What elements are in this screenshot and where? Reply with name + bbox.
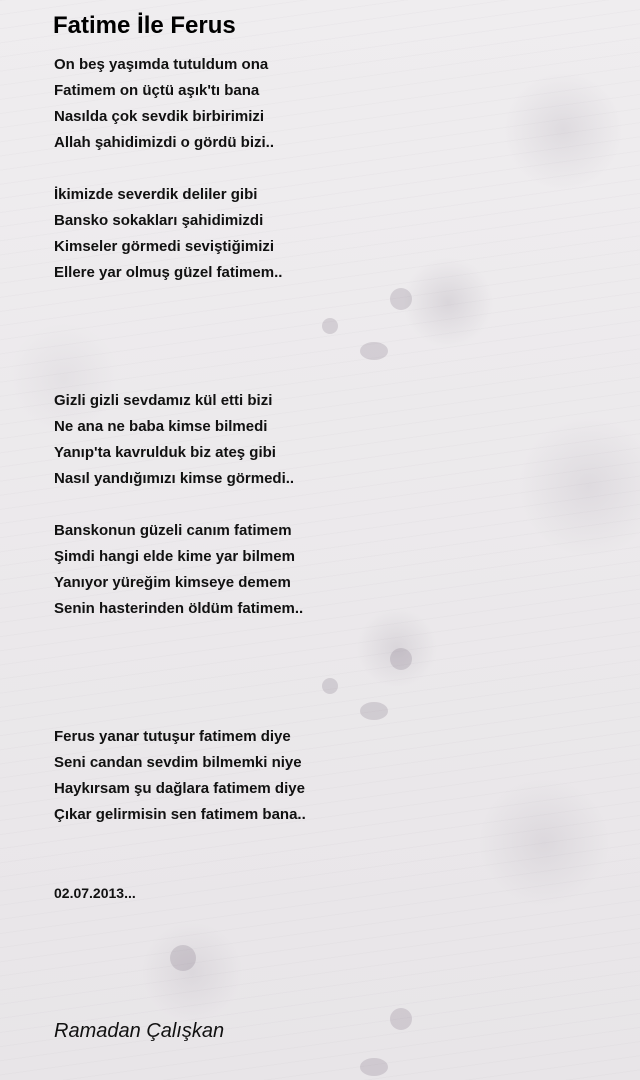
poem-line: Ne ana ne baba kimse bilmedi [54, 418, 268, 435]
ink-blot-decoration [170, 945, 196, 971]
poem-line: Nasıl yandığımızı kimse görmedi.. [54, 470, 295, 487]
stanza-4 [54, 518, 614, 622]
poem-line: Allah şahidimizdi o gördü bizi.. [54, 134, 275, 151]
poem-line: Çıkar gelirmisin sen fatimem bana.. [54, 806, 306, 823]
poem-line: Ellere yar olmuş güzel fatimem.. [54, 264, 283, 281]
poem-title: Fatime İle Ferus [53, 12, 236, 39]
poem-line: Bansko sokakları şahidimizdi [54, 212, 264, 229]
poem-date: 02.07.2013... [54, 885, 136, 901]
stanza-2 [54, 182, 614, 286]
poem-line: Senin hasterinden öldüm fatimem.. [54, 600, 304, 617]
poem-line: Fatimem on üçtü aşık'tı bana [54, 82, 260, 99]
stanza-3 [54, 388, 614, 492]
poem-line: Banskonun güzeli canım fatimem [54, 522, 292, 539]
poem-author: Ramadan Çalışkan [54, 1020, 225, 1042]
poem [54, 10, 614, 906]
ink-blot-decoration [390, 1008, 412, 1030]
poem-line: Şimdi hangi elde kime yar bilmem [54, 548, 295, 565]
poem-line: Nasılda çok sevdik birbirimizi [54, 108, 265, 125]
poem-line: Seni candan sevdim bilmemki niye [54, 754, 302, 771]
poem-line: Haykırsam şu dağlara fatimem diye [54, 780, 305, 797]
poem-line: Gizli gizli sevdamız kül etti bizi [54, 392, 273, 409]
poem-line: Yanıyor yüreğim kimseye demem [54, 574, 291, 591]
stanza-1 [54, 52, 614, 156]
poem-line: Yanıp'ta kavrulduk biz ateş gibi [54, 444, 276, 461]
stanza-5 [54, 724, 614, 828]
poem-line: On beş yaşımda tutuldum ona [54, 56, 269, 73]
poem-line: Kimseler görmedi seviştiğimizi [54, 238, 275, 255]
ink-blot-decoration [360, 1058, 388, 1076]
poem-line: Ferus yanar tutuşur fatimem diye [54, 728, 291, 745]
poem-line: İkimizde severdik deliler gibi [54, 186, 258, 203]
